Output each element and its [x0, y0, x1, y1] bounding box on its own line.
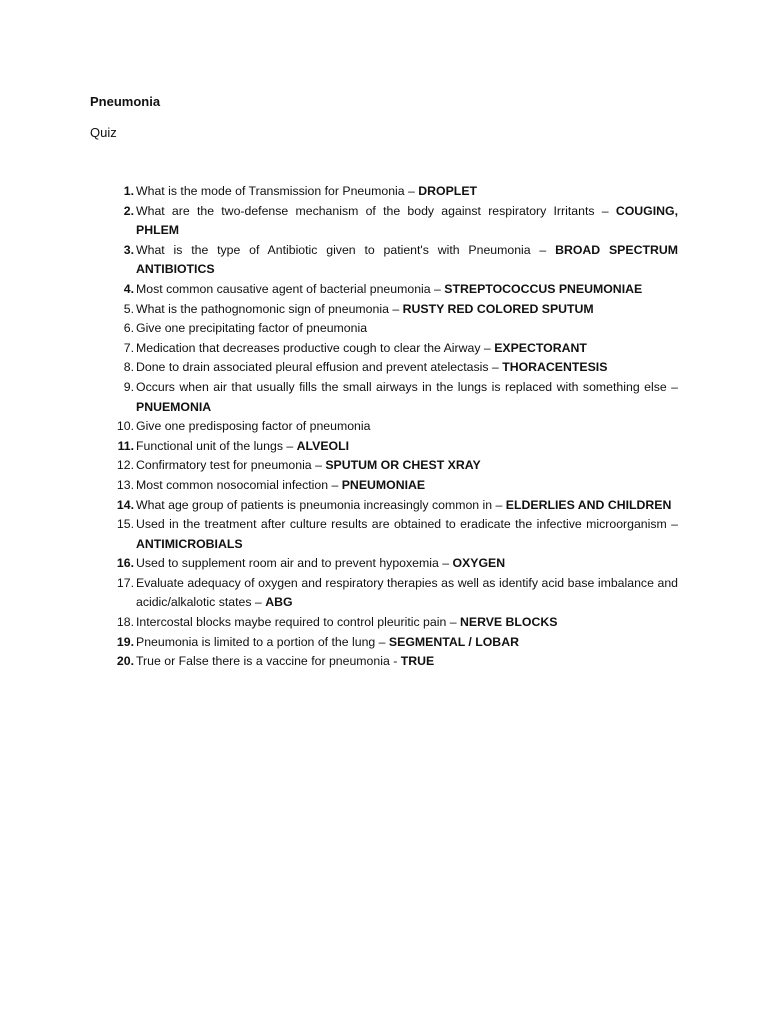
- question-answer: ANTIMICROBIALS: [136, 536, 243, 551]
- question-content: [136, 652, 678, 672]
- question-text: Most common causative agent of bacterial pneumonia –: [136, 281, 445, 296]
- question-text: Functional unit of the lungs –: [136, 438, 297, 453]
- question-answer: SPUTUM OR CHEST XRAY: [325, 458, 481, 473]
- question-text: Intercostal blocks maybe required to control pleuritic pain –: [136, 615, 460, 630]
- question-text: Confirmatory test for pneumonia –: [136, 458, 326, 473]
- quiz-question: [90, 574, 678, 613]
- quiz-question-list: [90, 182, 678, 672]
- question-answer: SEGMENTAL / LOBAR: [388, 634, 519, 649]
- question-text: Pneumonia is limited to a portion of the lung –: [136, 634, 389, 649]
- quiz-question: [90, 202, 678, 241]
- question-text: Give one predisposing factor of pneumonia: [136, 419, 371, 434]
- quiz-question: [90, 613, 678, 633]
- question-content: [136, 202, 678, 241]
- quiz-question: [90, 437, 678, 457]
- question-number: 7.: [123, 340, 134, 355]
- question-answer: EXPECTORANT: [494, 340, 587, 355]
- question-number: 12.: [116, 458, 134, 473]
- question-text: What is the type of Antibiotic given to patient's with Pneumonia –: [136, 242, 556, 257]
- question-content: [136, 554, 678, 574]
- question-answer: ABG: [265, 595, 293, 610]
- quiz-question: [90, 476, 678, 496]
- question-answer: STREPTOCOCCUS PNEUMONIAE: [444, 281, 643, 296]
- quiz-question: [90, 456, 678, 476]
- question-answer: RUSTY RED COLORED SPUTUM: [402, 301, 594, 316]
- question-answer: ELDERLIES AND CHILDREN: [505, 497, 672, 512]
- question-content: [136, 300, 678, 320]
- question-content: [136, 613, 678, 633]
- question-number: 13.: [116, 477, 134, 492]
- question-content: [136, 417, 678, 437]
- question-text: What is the pathognomonic sign of pneumonia –: [136, 301, 403, 316]
- question-text: Used to supplement room air and to prevent hypoxemia –: [136, 556, 453, 571]
- question-content: [136, 476, 678, 496]
- question-content: [136, 515, 678, 554]
- question-number: 18.: [116, 615, 134, 630]
- question-content: [136, 437, 678, 457]
- question-text: What age group of patients is pneumonia increasingly common in –: [136, 497, 506, 512]
- question-content: [136, 241, 678, 280]
- question-number: 15.: [116, 517, 134, 532]
- question-answer: THORACENTESIS: [502, 360, 608, 375]
- quiz-question: [90, 339, 678, 359]
- question-content: [136, 378, 678, 417]
- quiz-question: [90, 554, 678, 574]
- quiz-question: [90, 280, 678, 300]
- quiz-question: [90, 417, 678, 437]
- question-text: True or False there is a vaccine for pneumonia -: [136, 654, 401, 669]
- question-content: [136, 633, 678, 653]
- question-number: 4.: [123, 281, 134, 296]
- document-subtitle: Quiz: [90, 125, 117, 140]
- question-answer: OXYGEN: [452, 556, 506, 571]
- quiz-question: [90, 358, 678, 378]
- question-number: 11.: [117, 438, 134, 453]
- question-content: [136, 574, 678, 613]
- quiz-question: [90, 496, 678, 516]
- quiz-question: [90, 652, 678, 672]
- quiz-question: [90, 378, 678, 417]
- question-text: Give one precipitating factor of pneumonia: [136, 321, 368, 336]
- question-answer: DROPLET: [418, 184, 478, 198]
- quiz-question: [90, 300, 678, 320]
- question-content: [136, 339, 678, 359]
- question-number: 10.: [116, 419, 134, 434]
- question-text: Medication that decreases productive cough to clear the Airway –: [136, 340, 495, 355]
- quiz-question: [90, 319, 678, 339]
- question-number: 2.: [123, 203, 134, 218]
- question-answer: COUGING, PHLEM: [136, 203, 678, 238]
- quiz-question: [90, 515, 678, 554]
- question-content: [136, 319, 678, 339]
- question-answer: TRUE: [400, 654, 435, 669]
- question-text: Occurs when air that usually fills the small airways in the lungs is replaced with something else –: [136, 379, 678, 394]
- question-number: 9.: [123, 379, 134, 394]
- question-number: 19.: [116, 634, 134, 649]
- question-text: Most common nosocomial infection –: [136, 477, 342, 492]
- question-text: What are the two-defense mechanism of the body against respiratory Irritants –: [136, 203, 616, 218]
- document-title: Pneumonia: [90, 94, 161, 109]
- question-number: 6.: [123, 321, 134, 336]
- question-number: 8.: [123, 360, 134, 375]
- question-content: [136, 280, 678, 300]
- question-number: 5.: [123, 301, 134, 316]
- question-number: 1.: [123, 184, 134, 198]
- question-number: 14.: [116, 497, 134, 512]
- question-text: What is the mode of Transmission for Pneumonia –: [136, 184, 419, 198]
- question-answer: PNUEMONIA: [136, 399, 212, 414]
- question-answer: ALVEOLI: [296, 438, 350, 453]
- question-number: 20.: [116, 654, 134, 669]
- quiz-question: [90, 241, 678, 280]
- question-number: 16.: [116, 556, 134, 571]
- question-number: 17.: [116, 575, 134, 590]
- question-number: 3.: [123, 242, 134, 257]
- question-content: [136, 358, 678, 378]
- question-content: [136, 496, 678, 516]
- question-content: [136, 456, 678, 476]
- question-answer: PNEUMONIAE: [341, 477, 426, 492]
- question-text: Done to drain associated pleural effusion and prevent atelectasis –: [136, 360, 503, 375]
- question-answer: NERVE BLOCKS: [459, 615, 558, 630]
- question-content: [136, 182, 678, 202]
- quiz-question: [90, 633, 678, 653]
- question-text: Used in the treatment after culture results are obtained to eradicate the infective microorganism –: [136, 517, 678, 532]
- quiz-question: [90, 182, 678, 202]
- question-text: Evaluate adequacy of oxygen and respiratory therapies as well as identify acid base imbalance and acidic/alkalotic states –: [136, 575, 678, 610]
- question-answer: BROAD SPECTRUM ANTIBIOTICS: [136, 242, 678, 277]
